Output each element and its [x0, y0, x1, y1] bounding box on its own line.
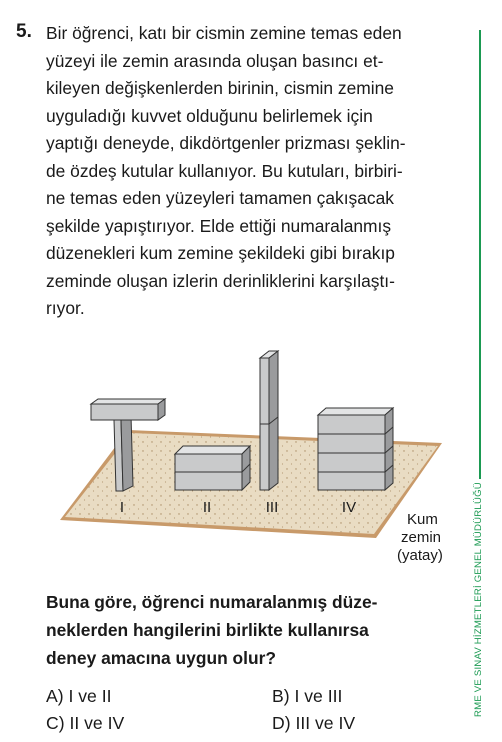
setup-III-stacked-tall	[260, 351, 278, 490]
ground-label-line-2: zemin	[401, 529, 442, 546]
option-c[interactable]: C) II ve IV	[46, 713, 125, 733]
setup-label-II: II	[202, 499, 212, 516]
stem-line: de özdeş kutular kullanıyor. Bu kutuları, birbiri-	[46, 160, 403, 181]
stem-line: yüzeyi ile zemin arasında oluşan basıncı et-	[46, 50, 384, 71]
experiment-figure	[60, 340, 460, 580]
question-number: 5.	[16, 21, 32, 42]
stem-line: düzenekleri kum zemine şekildeki gibi bırakıp	[46, 243, 395, 263]
option-d[interactable]: D) III ve IV	[272, 713, 356, 733]
stem-line: yaptığı deneyde, dikdörtgenler prizması şeklin-	[46, 133, 406, 153]
prompt-line: deney amacına uygun olur?	[46, 648, 276, 668]
stem-line: zeminde oluşan izlerin derinliklerini karşılaştı-	[46, 270, 395, 291]
setup-label-IV: IV	[341, 499, 357, 516]
option-a[interactable]: A) I ve II	[46, 686, 112, 706]
setup-label-III: III	[265, 499, 279, 516]
option-b[interactable]: B) I ve III	[272, 686, 343, 706]
setup-II-stacked-flat	[175, 446, 250, 490]
publisher-sidebar	[468, 30, 492, 720]
question-stem	[46, 20, 458, 323]
stem-line: kileyen değişkenlerden birinin, cismin zemine	[46, 78, 394, 98]
stem-line: Bir öğrenci, katı bir cismin zemine temas eden	[46, 23, 402, 43]
setup-label-I: I	[119, 499, 125, 516]
stem-line: şekilde yapıştırıyor. Elde ettiği numaralanmış	[46, 215, 392, 236]
ground-label-line-1: Kum	[407, 511, 438, 528]
prompt-line: Buna göre, öğrenci numaralanmış düze-	[46, 592, 378, 612]
prompt-line: neklerden hangilerini birlikte kullanırsa	[46, 620, 369, 640]
stem-line: ne temas eden yüzeyleri tamamen çakışacak	[46, 188, 394, 208]
setup-IV-four-stacked	[318, 408, 393, 490]
stem-line: rıyor.	[46, 298, 85, 318]
stem-line: uyguladığı kuvvet olduğunu belirlemek için	[46, 105, 373, 126]
question-prompt	[46, 588, 466, 672]
ground-label-line-3: (yatay)	[397, 547, 443, 564]
figure-svg	[60, 340, 460, 580]
sidebar-text: RME VE SINAV HİZMETLERİ GENEL MÜDÜRLÜĞÜ	[473, 479, 484, 720]
